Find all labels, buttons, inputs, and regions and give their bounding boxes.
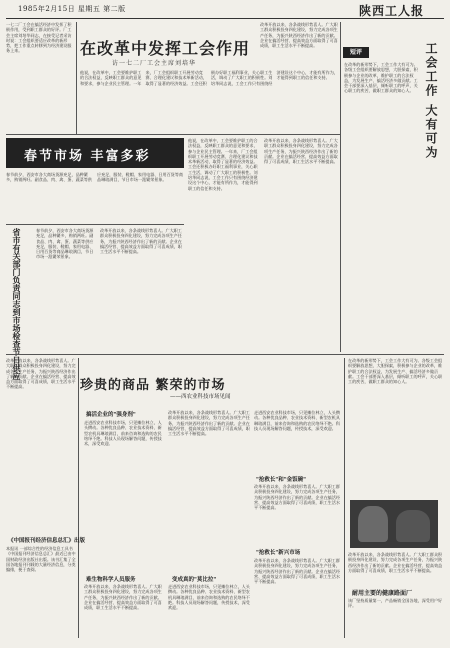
right-bottom-body: 在改革的新形势下，工会工作大有可为。各级工会组织要解放思想，大胆探索，积极参与企业的改革，维护职工的合法权益，为发展生产、搞活经济多做贡献。工会干部要深入基层，倾听职工的呼声，关心职工的疾苦，做职工群众的知心人。: [348, 358, 443, 385]
subhead-e: "抢救长"新兴市场: [256, 550, 301, 556]
divider: [76, 22, 77, 134]
lead-intro: 一七二厂工会在搞活经济中发挥了积极作用，受到职工群众的好评。厂工会主席刘培华同志，在接受记者采访时说：工会组织要适应改革的新形势，把工作重点转移到为经济建设服务上来。: [6, 22, 72, 54]
story-body: 改革开放以来，各条战线形势喜人。广大职工群众积极投身四化建设，努力完成各项生产任务，为振兴陕西经济作出了新的贡献。企业在搞活经营、提高效益方面取得了可喜成绩，职工生活水平不断提高。: [100, 228, 182, 255]
market-body-1: 走进西安农业科技市场，只见摊位林立，人头攒动。各种优良品种、农业技术资料、新型农机具琳琅满目，前来咨询和选购的农民络绎不绝。科技人员现场解答问题，传授技术，深受欢迎。: [84, 420, 162, 447]
divider: [6, 224, 184, 225]
bottom-right-body: 该厂坚持质量第一，产品畅销全国各地，深受用户好评。: [348, 598, 443, 609]
market-body-6: 改革开放以来，各条战线形势喜人。广大职工群众积极投身四化建设，努力完成各项生产任务，为振兴陕西经济作出了新的贡献。企业在搞活经营、提高效益方面取得了可喜成绩，职工生活水平不断提高。: [254, 558, 340, 585]
commentary-body: 在改革的新形势下，工会工作大有可为。各级工会组织要解放思想，大胆探索，积极参与企业的改革，维护职工的合法权益，为发展生产、搞活经济多做贡献。工会干部要深入基层，倾听职工的呼声，关心职工的疾苦，做职工群众的知心人。: [344, 62, 418, 94]
divider: [340, 22, 341, 352]
masthead: 陕西工人报: [358, 4, 424, 18]
divider: [78, 358, 79, 638]
market-body-5: 走进西安农业科技市场，只见摊位林立，人头攒动。各种优良品种、农业技术资料、新型农机具琳琅满目，前来咨询和选购的农民络绎不绝。科技人员现场解答问题，传授技术，深受欢迎。: [168, 584, 250, 611]
festival-body: 春节前夕，西安市各大商场货源充足，品种繁多，购销两旺。副食品、肉、禽、蛋、蔬菜等供应充足，服装、鞋帽、家用电器、日用百货等商品琳琅满目，节日市场一派繁荣景象。: [6, 172, 183, 183]
market-body-7: 改革开放以来，各条战线形势喜人。广大职工群众积极投身四化建设，努力完成各项生产任务，为振兴陕西经济作出了新的贡献。企业在搞活经营、提高效益方面取得了可喜成绩，职工生活水平不断提高。: [84, 584, 162, 611]
subhead-d: 变成真的"莫比拉": [172, 577, 217, 583]
bottom-right-title: 耐用主要的健康路面厂: [352, 590, 413, 597]
subhead-a: 搞活企业的"强身剂": [86, 412, 136, 418]
book-title: 《中国报刊经济信息总汇》出版: [8, 538, 86, 544]
commentary-tag: 短评: [343, 47, 369, 58]
commentary-title: 工会工作 大有可为: [424, 42, 438, 161]
divider: [6, 134, 340, 135]
lead-title: 在改革中发挥工会作用: [80, 39, 251, 58]
subhead-c: 难生物科学人员服务: [86, 577, 136, 583]
market-body-2: 改革开放以来，各条战线形势喜人。广大职工群众积极投身四化建设，努力完成各项生产任务，为振兴陕西经济作出了新的贡献。企业在搞活经营、提高效益方面取得了可喜成绩，职工生活水平不断提高。: [168, 410, 250, 437]
lead-continued-1: 他说，在改革中，工会要维护职工的合法权益，反映职工群众的意见和要求，参与企业民主管理。一年来，厂工会组织职工开展劳动竞赛、合理化建议和技术革新活动，取得了显著的经济效益。工会还积极办好职工福利事业，关心职工生活，调动了广大职工的积极性。刘培华同志说，工会工作只有围绕经济建设这个中心，才能有所作为，才能得到职工的信任和支持。: [188, 138, 258, 191]
lead-body: 他说，在改革中，工会要维护职工的合法权益，反映职工群众的意见和要求，参与企业民主管理。一年来，厂工会组织职工开展劳动竞赛、合理化建议和技术革新活动，取得了显著的经济效益。工会还积极办好职工福利事业，关心职工生活，调动了广大职工的积极性。刘培华同志说，工会工作只有围绕经济建设这个中心，才能有所作为，才能得到职工的信任和支持。: [80, 70, 338, 86]
festival-title: 春节市场 丰富多彩: [24, 149, 151, 164]
book-body: 本报讯 一部综合性的经济信息工具书《中国报刊经济信息总汇》最近已由中国财政经济出版社出版。该书汇集了全国各地报刊刊载的大量经济信息，分类编排，便于查阅。: [6, 546, 76, 573]
divider: [344, 358, 345, 638]
market-subtitle: ——西农业科技市场见闻: [170, 394, 231, 400]
market-body-3: 走进西安农业科技市场，只见摊位林立，人头攒动。各种优良品种、农业技术资料、新型农机具琳琅满目，前来咨询和选购的农民络绎不绝。科技人员现场解答问题，传授技术，深受欢迎。: [254, 410, 340, 431]
news-photo: [350, 500, 438, 548]
vertical-story-body: 春节前夕，西安市各大商场货源充足，品种繁多，购销两旺。副食品、肉、禽、蛋、蔬菜等供应充足，服装、鞋帽、家用电器、日用百货等商品琳琅满目，节日市场一派繁荣景象。: [36, 228, 94, 260]
lead-subtitle: 访一七二厂工会主席刘培华: [112, 60, 197, 67]
issue-date: 1985年2月15日 星期五 第二版: [18, 5, 126, 13]
festival-banner: [6, 138, 184, 168]
market-body-4: 改革开放以来，各条战线形势喜人。广大职工群众积极投身四化建设，努力完成各项生产任务，为振兴陕西经济作出了新的贡献。企业在搞活经营、提高效益方面取得了可喜成绩，职工生活水平不断提高。: [254, 484, 340, 511]
photo-caption: 改革开放以来，各条战线形势喜人。广大职工群众积极投身四化建设，努力完成各项生产任务，为振兴陕西经济作出了新的贡献。企业在搞活经营、提高效益方面取得了可喜成绩，职工生活水平不断提高。: [348, 552, 443, 573]
subhead-b: "抢救长"和"金饭碗": [256, 477, 306, 483]
lead-continued-2: 改革开放以来，各条战线形势喜人。广大职工群众积极投身四化建设，努力完成各项生产任务，为振兴陕西经济作出了新的贡献。企业在搞活经营、提高效益方面取得了可喜成绩，职工生活水平不断提高。: [264, 138, 338, 165]
divider: [6, 354, 444, 355]
lead-side: 改革开放以来，各条战线形势喜人。广大职工群众积极投身四化建设，努力完成各项生产任务，为振兴陕西经济作出了新的贡献。企业在搞活经营、提高效益方面取得了可喜成绩，职工生活水平不断提高。: [260, 22, 338, 49]
page-header: [6, 4, 444, 19]
vertical-headline: 省市有关部门负责同志到市场检查节日供应: [12, 228, 22, 380]
left-bottom-body: 改革开放以来，各条战线形势喜人。广大职工群众积极投身四化建设，努力完成各项生产任务，为振兴陕西经济作出了新的贡献。企业在搞活经营、提高效益方面取得了可喜成绩，职工生活水平不断提高。: [6, 358, 76, 390]
market-title: 珍贵的商品 繁荣的市场: [80, 378, 226, 393]
